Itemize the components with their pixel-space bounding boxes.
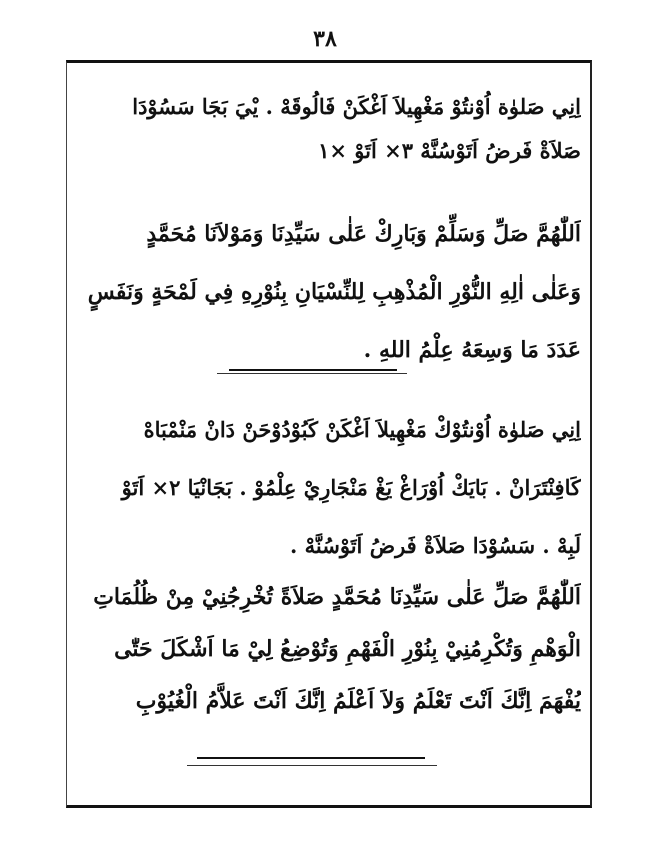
text-line: اِنِي صَلوٰة اُوْنتُوْ مَغْهِيلاَ اَغْكَنْ فَالُوقَهْ . يْيَ بَجَا سَسُوْدَا <box>132 94 581 119</box>
section-divider <box>197 757 425 759</box>
page-number: ٣٨ <box>313 26 337 52</box>
section-divider-underline <box>187 765 437 766</box>
section-divider-underline <box>217 373 407 374</box>
section-divider <box>229 369 397 371</box>
text-line: صَلاَةْ فَرضُ اَتَوْسُنَّهْ ٣× اَتَوْ ×١ <box>318 138 581 163</box>
paragraph-4-prayer <box>67 571 591 727</box>
paragraph-3 <box>67 401 591 575</box>
paragraph-1 <box>67 85 591 173</box>
text-line: كَافِنْتَرَانْ . بَايَكْ اُوْرَاغْ يَغْ مَنْجَارِيْ عِلْمُوْ . بَجَانْيَا ٢× اَتَوْ <box>121 475 581 500</box>
text-line: لَبِهْ . سَسُوْدَا صَلاَةْ فَرضُ اَتَوْسُنَّهْ . <box>290 533 581 558</box>
text-line: الْوَهْمِ وَتُكْرِمُنِيْ بِنُوْرِ الْفَهْمِ وَتُوْضِعُ لِيْ مَا اَشْكَلَ حَتّٰى <box>114 636 581 662</box>
text-line: اَللّٰهُمَّ صَلِّ وَسَلِّمْ وَبَارِكْ عَلٰى سَيِّدِنَا وَمَوْلاَنَا مُحَمَّدٍ <box>146 221 581 247</box>
paragraph-2-prayer <box>67 205 591 379</box>
page-border <box>66 60 592 808</box>
text-line: اَللّٰهُمَّ صَلِّ عَلٰى سَيِّدِنَا مُحَمَّدٍ صَلاَةً تُخْرِجُنِيْ مِنْ ظُلُمَاتِ <box>93 584 581 610</box>
text-line: يُفْهَمَ اِنَّكَ اَنْتَ تَعْلَمُ وَلاَ اَعْلَمُ اِنَّكَ اَنْتَ عَلاَّمُ الْغُيُوْبِ <box>135 688 581 714</box>
text-line: وَعَلٰى اٰلِهِ النُّوْرِ الْمُذْهِبِ لِلنِّسْيَانِ بِنُوْرِهِ فِي لَمْحَةٍ وَنَفَسٍ <box>87 279 581 305</box>
text-line: اِنِي صَلوٰة اُوْنتُوْكْ مَغْهِيلاَ اَغْكَنْ كَبُوْدُوْحَنْ دَانْ مَنْمْبَاهْ <box>143 417 581 442</box>
text-line: عَدَدَ مَا وَسِعَهُ عِلْمُ اللهِ . <box>363 337 581 363</box>
